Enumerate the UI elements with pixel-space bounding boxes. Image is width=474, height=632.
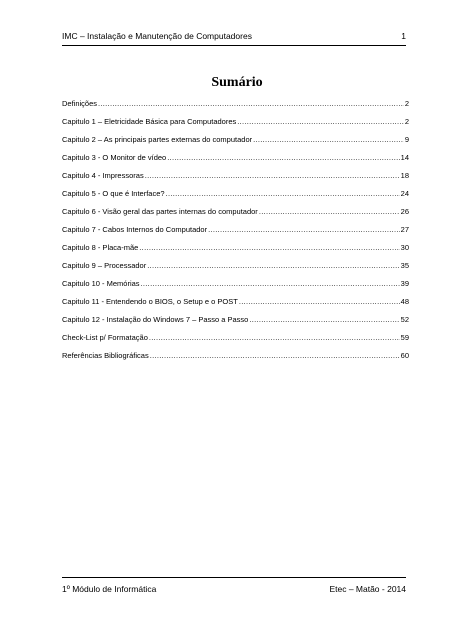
- toc-entry-label: Capitulo 4 - Impressoras: [62, 171, 144, 180]
- toc-leader-dots: [149, 333, 400, 343]
- toc-entry-page: 24: [400, 189, 409, 198]
- toc-entry-label: Capitulo 7 - Cabos Internos do Computador: [62, 225, 208, 234]
- header-title: IMC – Instalação e Manutenção de Computadores: [62, 31, 252, 41]
- table-of-contents: [62, 91, 409, 361]
- toc-entry[interactable]: [62, 271, 409, 289]
- toc-entry-label: Capitulo 8 - Placa-mãe: [62, 243, 139, 252]
- toc-entry-label: Check-List p/ Formatação: [62, 333, 148, 342]
- toc-entry-label: Capitulo 1 – Eletricidade Básica para Computadores: [62, 117, 237, 126]
- toc-entry[interactable]: [62, 325, 409, 343]
- toc-leader-dots: [139, 243, 399, 253]
- toc-entry-label: Referências Bibliográficas: [62, 351, 149, 360]
- toc-entry-label: Capitulo 3 - O Monitor de vídeo: [62, 153, 167, 162]
- toc-entry[interactable]: [62, 145, 409, 163]
- toc-entry[interactable]: [62, 235, 409, 253]
- toc-entry-page: 2: [404, 99, 409, 108]
- toc-leader-dots: [150, 351, 400, 361]
- toc-leader-dots: [253, 135, 404, 145]
- toc-leader-dots: [98, 99, 404, 109]
- toc-leader-dots: [141, 279, 400, 289]
- toc-entry-page: 27: [400, 225, 409, 234]
- toc-entry-label: Capitulo 5 - O que é Interface?: [62, 189, 165, 198]
- page-header: [62, 31, 406, 46]
- toc-entry-label: Definições: [62, 99, 98, 108]
- toc-entry-page: 52: [400, 315, 409, 324]
- toc-entry-page: 48: [400, 297, 409, 306]
- toc-entry-label: Capitulo 6 - Visão geral das partes internas do computador: [62, 207, 258, 216]
- toc-entry-page: 30: [400, 243, 409, 252]
- toc-entry[interactable]: [62, 199, 409, 217]
- toc-entry-page: 26: [400, 207, 409, 216]
- toc-entry-label: Capitulo 12 - Instalação do Windows 7 – Passo a Passo: [62, 315, 249, 324]
- footer-school-year: Etec – Matão - 2014: [329, 584, 406, 594]
- toc-entry-label: Capitulo 2 – As principais partes externas do computador: [62, 135, 253, 144]
- toc-leader-dots: [208, 225, 400, 235]
- toc-entry-page: 9: [404, 135, 409, 144]
- toc-entry-page: 18: [400, 171, 409, 180]
- toc-entry[interactable]: [62, 91, 409, 109]
- page-footer: [62, 577, 406, 594]
- toc-leader-dots: [239, 297, 400, 307]
- toc-entry[interactable]: [62, 289, 409, 307]
- toc-entry[interactable]: [62, 163, 409, 181]
- toc-leader-dots: [145, 171, 400, 181]
- toc-entry-label: Capitulo 10 - Memórias: [62, 279, 140, 288]
- toc-entry-page: 2: [404, 117, 409, 126]
- document-title: Sumário: [211, 75, 263, 90]
- toc-entry[interactable]: [62, 253, 409, 271]
- toc-entry-page: 39: [400, 279, 409, 288]
- toc-leader-dots: [249, 315, 399, 325]
- toc-entry[interactable]: [62, 307, 409, 325]
- header-page-number: 1: [401, 31, 406, 41]
- toc-leader-dots: [167, 153, 399, 163]
- toc-entry-page: 14: [400, 153, 409, 162]
- toc-entry-page: 35: [400, 261, 409, 270]
- toc-leader-dots: [147, 261, 399, 271]
- toc-entry[interactable]: [62, 217, 409, 235]
- toc-entry-label: Capitulo 9 – Processador: [62, 261, 147, 270]
- footer-course: 1º Módulo de Informática: [62, 584, 157, 594]
- toc-entry[interactable]: [62, 127, 409, 145]
- toc-entry[interactable]: [62, 181, 409, 199]
- toc-entry[interactable]: [62, 343, 409, 361]
- toc-entry-page: 59: [400, 333, 409, 342]
- toc-entry-page: 60: [400, 351, 409, 360]
- toc-entry-label: Capitulo 11 - Entendendo o BIOS, o Setup e o POST: [62, 297, 238, 306]
- toc-leader-dots: [259, 207, 400, 217]
- toc-leader-dots: [237, 117, 404, 127]
- toc-leader-dots: [166, 189, 400, 199]
- toc-entry[interactable]: [62, 109, 409, 127]
